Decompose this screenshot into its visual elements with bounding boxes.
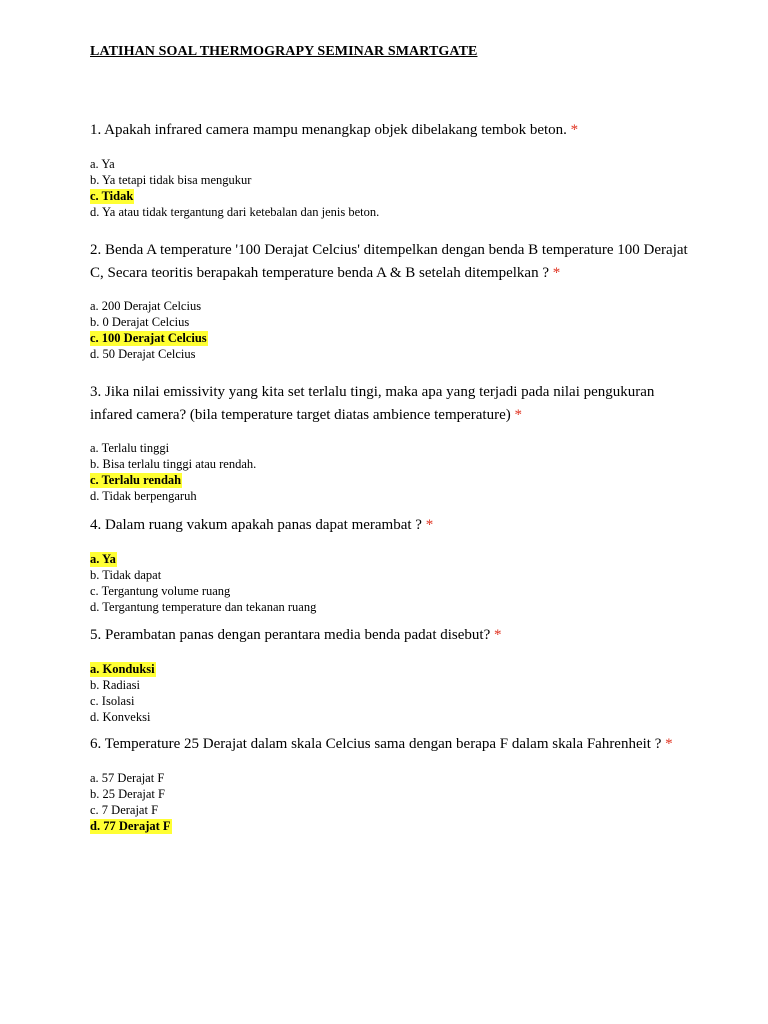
required-asterisk: * bbox=[425, 517, 434, 533]
option-list bbox=[90, 770, 690, 834]
correct-answer-highlight: d. 77 Derajat F bbox=[90, 818, 171, 833]
option-list bbox=[90, 440, 690, 504]
required-asterisk: * bbox=[552, 264, 561, 281]
option-d: d. 50 Derajat Celcius bbox=[90, 347, 196, 361]
correct-answer-highlight: c. Tidak bbox=[90, 188, 134, 203]
question-text: 4. Dalam ruang vakum apakah panas dapat merambat ? * bbox=[90, 517, 434, 533]
option-d: d. Tergantung temperature dan tekanan ruang bbox=[90, 599, 317, 614]
option-list bbox=[90, 156, 690, 220]
option-c: c. Isolasi bbox=[90, 693, 135, 708]
question-6 bbox=[90, 733, 690, 834]
option-b: b. Ya tetapi tidak bisa mengukur bbox=[90, 172, 252, 187]
option-a: a. Terlalu tinggi bbox=[90, 441, 170, 455]
question-2 bbox=[90, 239, 690, 362]
question-3 bbox=[90, 381, 690, 504]
question-text: 1. Apakah infrared camera mampu menangkap objek dibelakang tembok beton. * bbox=[90, 122, 579, 138]
question-text: 2. Benda A temperature '100 Derajat Celcius' ditempelkan dengan benda B temperature 100 Derajat C, Secara teoritis berapakah temperature benda A & B setelah ditempelkan ? * bbox=[90, 242, 688, 281]
option-b: b. Tidak dapat bbox=[90, 567, 162, 582]
question-1 bbox=[90, 119, 690, 220]
option-d: d. Ya atau tidak tergantung dari ketebalan dan jenis beton. bbox=[90, 204, 380, 219]
correct-answer-highlight: a. Ya bbox=[90, 551, 116, 566]
option-list bbox=[90, 551, 690, 615]
question-5 bbox=[90, 624, 690, 725]
option-c-correct bbox=[90, 472, 690, 488]
option-c-correct bbox=[90, 330, 690, 346]
option-d-correct bbox=[90, 818, 690, 834]
question-text: 5. Perambatan panas dengan perantara media benda padat disebut? * bbox=[90, 627, 502, 643]
document-title: LATIHAN SOAL THERMOGRAPY SEMINAR SMARTGATE bbox=[90, 44, 478, 59]
option-a: a. Ya bbox=[90, 156, 115, 171]
option-b: b. 25 Derajat F bbox=[90, 786, 165, 801]
correct-answer-highlight: a. Konduksi bbox=[90, 661, 155, 676]
option-d: d. Tidak berpengaruh bbox=[90, 489, 197, 503]
required-asterisk: * bbox=[570, 122, 579, 138]
required-asterisk: * bbox=[514, 406, 522, 423]
option-c: c. 7 Derajat F bbox=[90, 802, 159, 817]
option-list bbox=[90, 661, 690, 725]
option-b: b. Radiasi bbox=[90, 677, 140, 692]
question-4 bbox=[90, 514, 690, 615]
required-asterisk: * bbox=[665, 736, 673, 752]
option-a: a. 200 Derajat Celcius bbox=[90, 299, 202, 313]
question-text: 3. Jika nilai emissivity yang kita set terlalu tingi, maka apa yang terjadi pada nilai pengukuran infared camera? (bila temperature target diatas ambience temperature) * bbox=[90, 384, 655, 423]
option-a-correct bbox=[90, 551, 690, 567]
question-text: 6. Temperature 25 Derajat dalam skala Celcius sama dengan berapa F dalam skala Fahrenheit ? * bbox=[90, 736, 673, 752]
option-a-correct bbox=[90, 661, 690, 677]
option-b: b. Bisa terlalu tinggi atau rendah. bbox=[90, 457, 257, 471]
option-d: d. Konveksi bbox=[90, 709, 151, 724]
option-c: c. Tergantung volume ruang bbox=[90, 583, 231, 598]
correct-answer-highlight: c. 100 Derajat Celcius bbox=[90, 331, 207, 345]
option-b: b. 0 Derajat Celcius bbox=[90, 315, 190, 329]
required-asterisk: * bbox=[494, 627, 502, 643]
option-list bbox=[90, 298, 690, 362]
correct-answer-highlight: c. Terlalu rendah bbox=[90, 473, 182, 487]
option-a: a. 57 Derajat F bbox=[90, 770, 165, 785]
option-c-correct bbox=[90, 188, 690, 204]
